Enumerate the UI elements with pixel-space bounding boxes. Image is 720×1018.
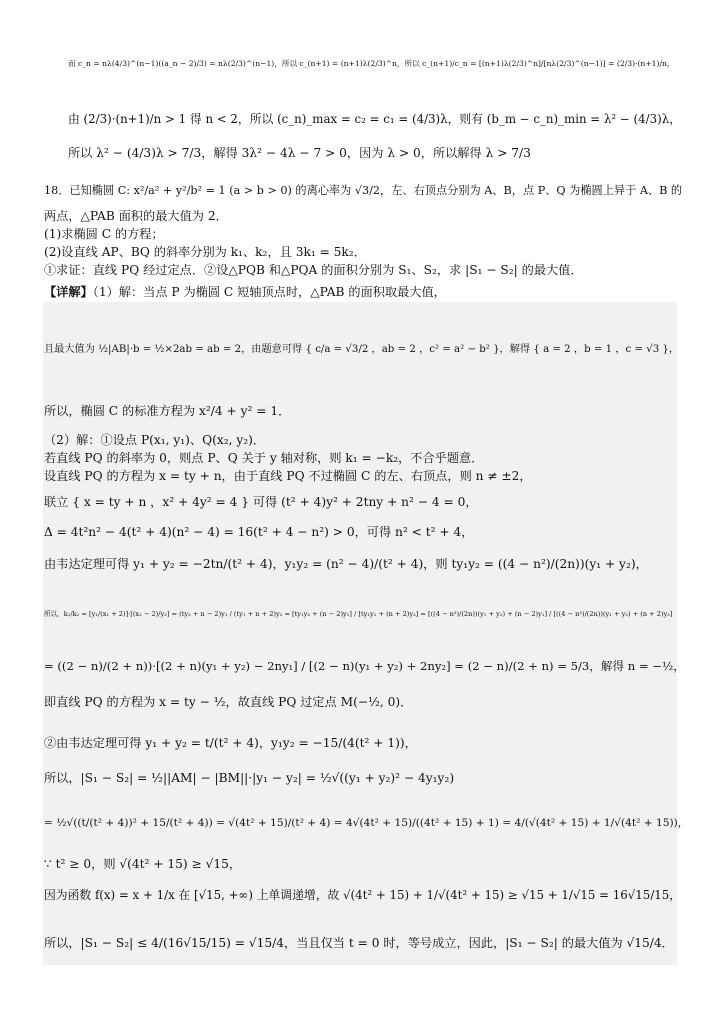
solution-line-16: ∵ t² ≥ 0，则 √(4t² + 15) ≥ √15，	[44, 857, 242, 871]
solution-line-6: 设直线 PQ 的方程为 x = ty + n，由于直线 PQ 不过椭圆 C 的左、右顶点，则 n ≠ ±2，	[44, 469, 532, 483]
prev-solution-line-2: 由 (2/3)·(n+1)/n > 1 得 n < 2，所以 (c_n)_max = c₂ = c₁ = (4/3)λ，则有 (b_m − c_n)_min = λ² − (4/3)λ，	[68, 112, 682, 126]
solution-line-1: （1）解：当点 P 为椭圆 C 短轴顶点时，△PAB 的面积取最大值，	[92, 285, 446, 299]
solution-line-8: Δ = 4t²n² − 4(t² + 4)(n² − 4) = 16(t² + 4 − n²) > 0，可得 n² < t² + 4，	[44, 525, 474, 539]
question-part-2: (2)设直线 AP、BQ 的斜率分别为 k₁、k₂，且 3k₁ = 5k₂．	[44, 245, 366, 259]
solution-line-10: 所以，k₁/k₂ = [y₁/(x₁ + 2)]·[(x₂ − 2)/y₂] = (ty₂ + n − 2)y₁ / (ty₁ + n + 2)y₂ = [ty₁y₂ + (n − 2)y₁] / [ty₁y₂ + (n + 2)y₂] = [((4 − n²)/(2n))(y₁ + y₂) + (n − 2)y₁] / [((4 − n²)/(2n))(y₁ + y₂) + (n + 2)y₂]	[44, 610, 673, 618]
solution-line-5: 若直线 PQ 的斜率为 0，则点 P、Q 关于 y 轴对称，则 k₁ = −k₂，不合乎题意．	[44, 451, 484, 465]
question-part-1: (1)求椭圆 C 的方程；	[44, 227, 164, 241]
solution-line-2: 且最大值为 ½|AB|·b = ½×2ab = ab = 2，由题意可得 { c/a = √3/2 ，ab = 2 ，c² = a² − b² }，解得 { a = 2 ，b = 1 ，c = √3 }，	[44, 344, 680, 355]
question-stem-line-1: 18．已知椭圆 C: x²/a² + y²/b² = 1 (a > b > 0) 的离心率为 √3/2，左、右顶点分别为 A、B，点 P、Q 为椭圆上异于 A、B 的	[44, 184, 683, 197]
solution-line-9: 由韦达定理可得 y₁ + y₂ = −2tn/(t² + 4)，y₁y₂ = (n² − 4)/(t² + 4)，则 ty₁y₂ = ((4 − n²)/(2n))(y₁ + y₂)，	[44, 557, 648, 571]
prev-solution-line-1: 而 c_n = nλ(4/3)^(n−1)((a_n − 2)/3) = nλ(2/3)^(n−1)，所以 c_(n+1) = (n+1)λ(2/3)^n，所以 c_(n+1)/c_n = [(n+1)λ(2/3)^n]/[nλ(2/3)^(n−1)] = (2/3)·(n+1)/n，	[68, 59, 675, 68]
solution-header-label: 【详解】	[44, 285, 93, 299]
solution-line-13: ②由韦达定理可得 y₁ + y₂ = t/(t² + 4)，y₁y₂ = −15/(4(t² + 1))，	[44, 736, 417, 750]
question-part-2-sub: ①求证：直线 PQ 经过定点．②设△PQB 和△PQA 的面积分别为 S₁、S₂，求 |S₁ − S₂| 的最大值．	[44, 263, 583, 277]
solution-line-7: 联立 { x = ty + n ，x² + 4y² = 4 } 可得 (t² + 4)y² + 2tny + n² − 4 = 0，	[44, 495, 478, 509]
solution-line-14: 所以，|S₁ − S₂| = ½||AM| − |BM||·|y₁ − y₂| = ½√((y₁ + y₂)² − 4y₁y₂)	[44, 771, 455, 785]
solution-header	[44, 284, 680, 300]
solution-line-4: （2）解：①设点 P(x₁, y₁)、Q(x₂, y₂)．	[44, 433, 266, 447]
solution-line-12: 即直线 PQ 的方程为 x = ty − ½，故直线 PQ 过定点 M(−½, 0)．	[44, 695, 413, 709]
solution-line-3: 所以，椭圆 C 的标准方程为 x²/4 + y² = 1．	[44, 404, 291, 418]
question-stem-line-2: 两点，△PAB 面积的最大值为 2．	[44, 209, 228, 223]
solution-line-15: = ½√((t/(t² + 4))² + 15/(t² + 4)) = √(4t² + 15)/(t² + 4) = 4√(4t² + 15)/((4t² + 15) + 1) = 4/(√(4t² + 15) + 1/√(4t² + 15))，	[44, 817, 689, 829]
solution-line-11: = ((2 − n)/(2 + n))·[(2 + n)(y₁ + y₂) − 2ny₁] / [(2 − n)(y₁ + y₂) + 2ny₂] = (2 − n)/(2 + n) = 5/3，解得 n = −½，	[44, 659, 685, 673]
solution-line-18: 所以，|S₁ − S₂| ≤ 4/(16√15/15) = √15/4，当且仅当 t = 0 时，等号成立，因此，|S₁ − S₂| 的最大值为 √15/4．	[44, 936, 674, 950]
solution-line-17: 因为函数 f(x) = x + 1/x 在 [√15, +∞) 上单调递增，故 √(4t² + 15) + 1/√(4t² + 15) ≥ √15 + 1/√15 = 16√15/15，	[44, 888, 682, 902]
prev-solution-line-3: 所以 λ² − (4/3)λ > 7/3，解得 3λ² − 4λ − 7 > 0，因为 λ > 0，所以解得 λ > 7/3	[68, 146, 531, 160]
